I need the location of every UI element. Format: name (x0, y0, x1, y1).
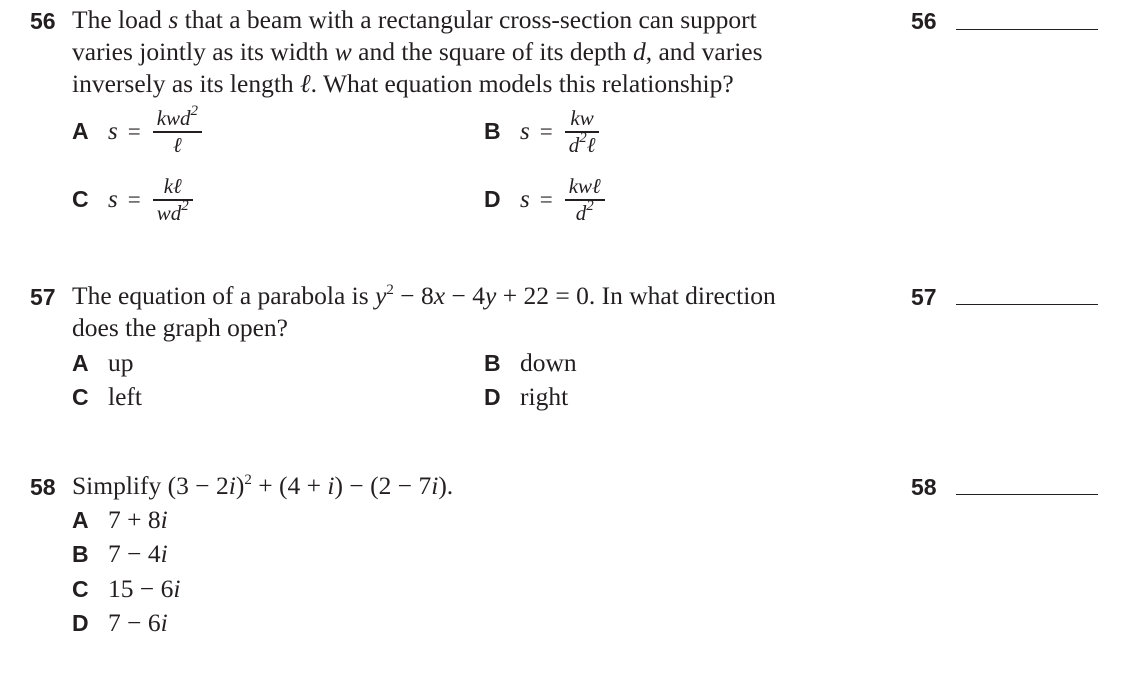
option-letter: D (72, 610, 89, 636)
option-equals: = (127, 118, 141, 144)
option-lhs: s (108, 117, 118, 145)
option-lhs: s (520, 185, 530, 213)
option-letter: D (484, 384, 501, 410)
question-58-number: 58 (30, 474, 56, 500)
question-56-stem-line-3: inversely as its length ℓ. What equation models this relationship? (72, 69, 734, 98)
question-57-number: 57 (30, 284, 56, 310)
option-letter: C (72, 384, 89, 410)
option-fraction: $\frac{kwd^2}{\text{ℓ}}$ (153, 108, 202, 156)
option-text: up (108, 348, 134, 377)
question-56-stem-line-1: The load s that a beam with a rectangular cross-section can support (72, 5, 757, 34)
option-letter: B (484, 350, 501, 376)
question-58-option-a[interactable] (72, 505, 168, 535)
option-equals: = (539, 118, 553, 144)
answer-58-blank[interactable] (956, 494, 1098, 495)
option-text: 7 − 4i (108, 539, 168, 568)
option-equals: = (539, 186, 553, 212)
answer-56-blank[interactable] (956, 29, 1098, 30)
question-58-option-d[interactable] (72, 608, 168, 638)
question-56-option-c[interactable] (72, 176, 193, 224)
option-letter: A (72, 507, 89, 533)
option-fraction: $\frac{\text{kℓ}}{wd^2}$ (153, 176, 193, 224)
option-letter: A (72, 350, 89, 376)
option-fraction: $\frac{kw}{d^2\ell}$ (565, 108, 600, 156)
option-text: right (520, 382, 569, 411)
question-57-option-a[interactable] (72, 348, 134, 378)
option-text: 7 − 6i (108, 608, 168, 637)
question-58-option-b[interactable] (72, 539, 168, 569)
option-letter: D (484, 186, 501, 213)
answer-57-label: 57 (911, 284, 937, 310)
question-57-stem-line-2: does the graph open? (72, 313, 288, 342)
option-letter: B (72, 541, 89, 567)
option-letter: C (72, 576, 89, 602)
question-57-stem-line-1: The equation of a parabola is $y^2 - 8x - 4y + 22 = 0$. In what direction (72, 281, 776, 310)
answer-57-blank[interactable] (956, 304, 1098, 305)
question-56-option-b[interactable] (484, 108, 599, 156)
option-letter: C (72, 186, 89, 213)
question-56-option-a[interactable] (72, 103, 202, 157)
option-text: left (108, 382, 142, 411)
question-57-option-d[interactable] (484, 382, 568, 412)
option-fraction: $\frac{\text{kwℓ}}{d^2}$ (565, 176, 605, 224)
question-56-number: 56 (30, 8, 56, 34)
answer-56-label: 56 (911, 8, 937, 34)
question-58-option-c[interactable] (72, 574, 180, 604)
option-text: down (520, 348, 577, 377)
option-text: 7 + 8i (108, 505, 168, 534)
answer-58-label: 58 (911, 474, 937, 500)
question-56-stem-line-2: varies jointly as its width w and the square of its depth d, and varies (72, 37, 763, 66)
question-56-option-d[interactable] (484, 176, 605, 224)
option-letter: A (72, 118, 89, 145)
option-equals: = (127, 186, 141, 212)
option-lhs: s (108, 185, 118, 213)
question-58-stem: Simplify $(3 - 2i)^2 + (4 + i) - (2 - 7i)$. (72, 471, 454, 500)
question-57-option-b[interactable] (484, 348, 577, 378)
option-lhs: s (520, 117, 530, 145)
question-57-option-c[interactable] (72, 382, 142, 412)
option-text: 15 − 6i (108, 574, 181, 603)
option-letter: B (484, 118, 501, 145)
